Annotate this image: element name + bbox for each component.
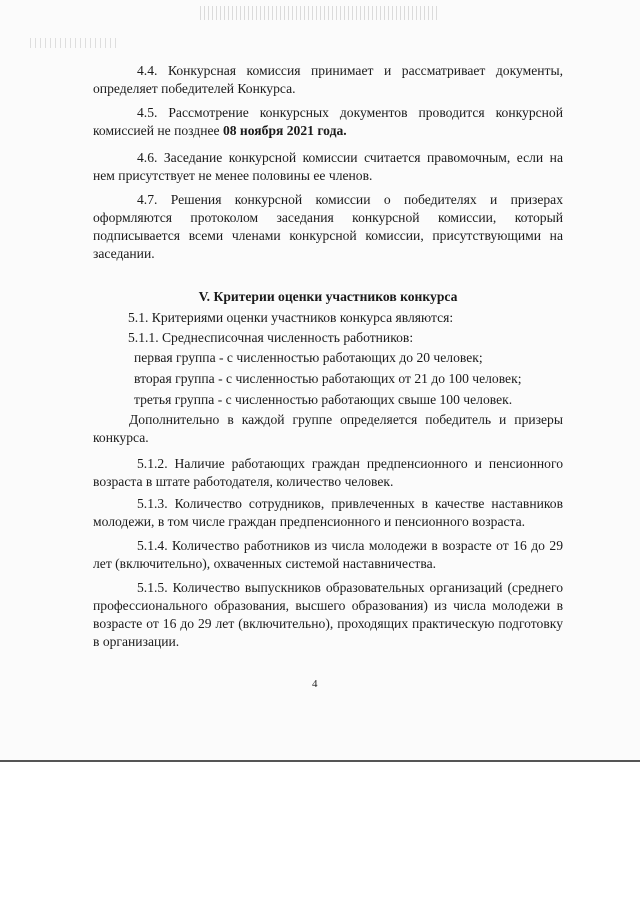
deadline-date: 08 ноября 2021 года. — [222, 123, 347, 138]
group-3: третья группа - с численностью работающих свыше 100 человек. — [134, 392, 513, 407]
paragraph-additional: Дополнительно в каждой группе определяется победитель и призеры конкурса. — [93, 412, 563, 445]
group-2: вторая группа - с численностью работающих от 21 до 100 человек; — [134, 371, 522, 386]
paragraph-4-4: 4.4. Конкурсная комиссия принимает и рассматривает документы, определяет победителей Конкурса. — [93, 63, 563, 96]
group-1: первая группа - с численностью работающих до 20 человек; — [134, 350, 483, 365]
paragraph-4-5-text: 4.5. Рассмотрение конкурсных документов проводится конкурсной комиссией не позднее — [93, 105, 563, 138]
paragraph-5-1-1: 5.1.1. Среднесписочная численность работников: — [128, 330, 414, 345]
scan-noise — [200, 6, 440, 20]
paragraph-5-1-4: 5.1.4. Количество работников из числа молодежи в возрасте от 16 до 29 лет (включительно), охваченных системой наставничества. — [93, 538, 563, 571]
paragraph-5-1-3: 5.1.3. Количество сотрудников, привлеченных в качестве наставников молодежи, в том числе граждан предпенсионного и пенсионного возраста. — [93, 496, 563, 529]
paragraph-5-1-2: 5.1.2. Наличие работающих граждан предпенсионного и пенсионного возраста в штате работодателя, количество человек. — [93, 456, 563, 489]
paragraph-4-5 — [93, 104, 563, 140]
paragraph-5-1-5: 5.1.5. Количество выпускников образовательных организаций (среднего профессионального образования, высшего образования) из числа молодежи в возрасте от 16 до 29 лет (включительно), проходящих практическую подготовку в организации. — [93, 580, 563, 649]
paragraph-4-7: 4.7. Решения конкурсной комиссии о победителях и призерах оформляются протоколом заседания конкурсной комиссии, который подписывается всеми членами конкурсной комиссии, присутствующими на заседании. — [93, 192, 563, 261]
page-number: 4 — [312, 678, 318, 690]
scan-noise — [30, 38, 120, 48]
section-heading: V. Критерии оценки участников конкурса — [198, 289, 458, 304]
paragraph-5-1: 5.1. Критериями оценки участников конкурса являются: — [128, 310, 454, 325]
paragraph-4-6: 4.6. Заседание конкурсной комиссии считается правомочным, если на нем присутствует не менее половины ее членов. — [93, 150, 563, 183]
